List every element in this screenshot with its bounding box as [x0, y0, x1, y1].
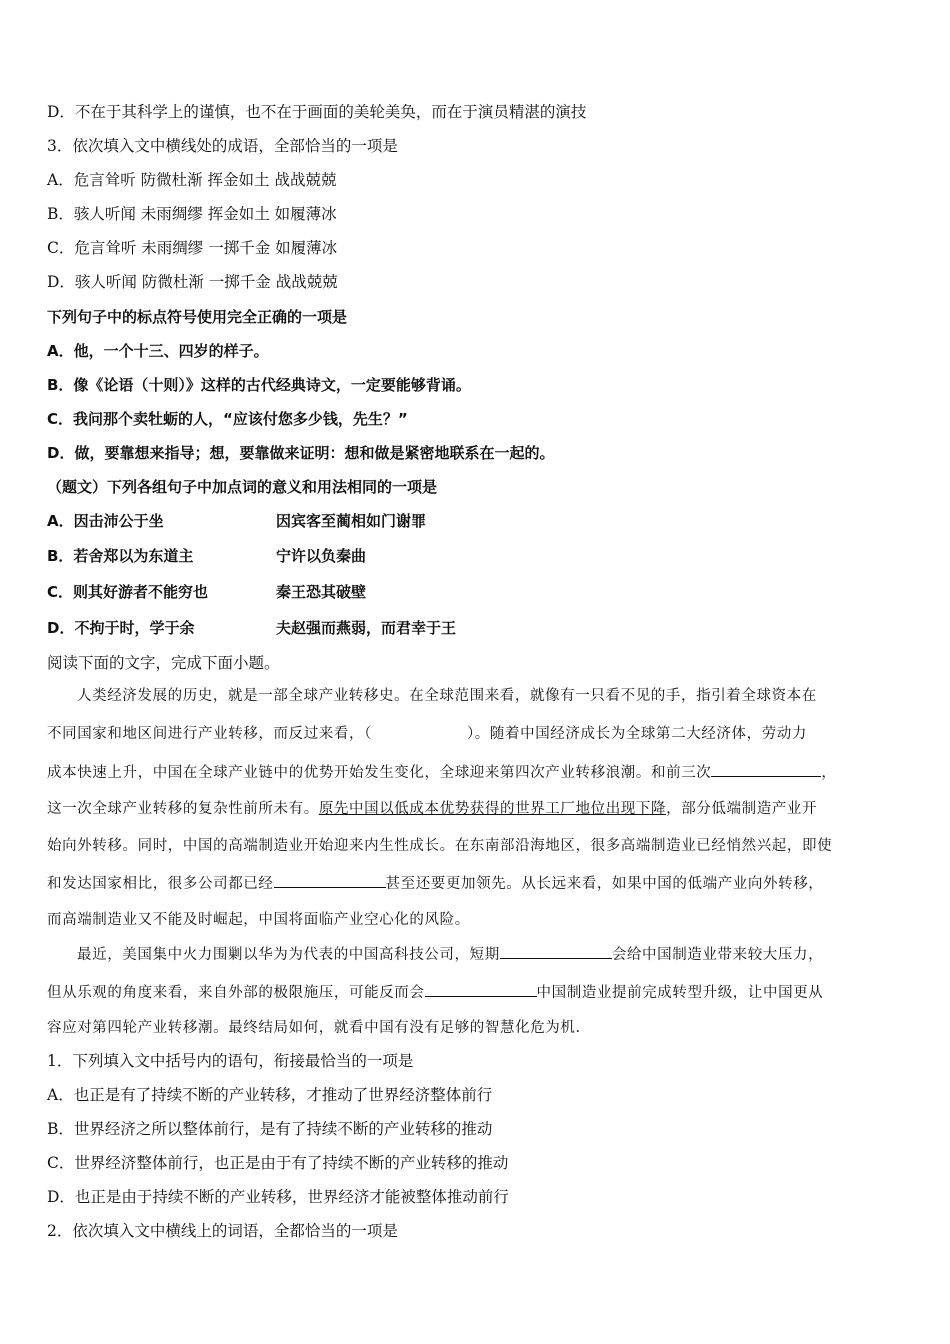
punct-option-b: B．像《论语（十则）》这样的古代经典诗文，一定要能够背诵。 — [47, 376, 471, 394]
passage-p2-line-3: 容应对第四轮产业转移潮。最终结局如何，就看中国有没有足够的智慧化危为机. — [47, 1020, 581, 1036]
passage-p1-line-2: 不同国家和地区间进行产业转移，而反过来看，（ ）。随着中国经济成长为全球第二大经济体，劳动力 — [47, 726, 808, 742]
q3-stem: 3．依次填入文中横线处的成语，全部恰当的一项是 — [47, 137, 398, 155]
fill-blank-4 — [425, 982, 537, 997]
words-row-a-right: 因宾客至蔺相如门谢罪 — [276, 512, 427, 530]
words-row-c-right: 秦王恐其破壁 — [276, 583, 367, 601]
passage-p2-line-1: 最近，美国集中火力围剿以华为为代表的中国高科技公司，短期 会给中国制造业带来较大压力， — [77, 944, 907, 965]
underlined-sentence: 原先中国以低成本优势获得的世界工厂地位出现下降 — [318, 801, 667, 817]
passage-p1-line-3: 成本快速上升，中国在全球产业链中的优势开始发生变化，全球迎来第四次产业转移浪潮。和前三次 ， — [47, 762, 907, 783]
words-row-b-left: B．若舍郑以为东道主 — [47, 547, 194, 565]
q1-option-a: A．也正是有了持续不断的产业转移，才推动了世界经济整体前行 — [47, 1086, 493, 1104]
words-stem: （题文）下列各组句子中加点词的意义和用法相同的一项是 — [47, 478, 438, 496]
words-row-a-left: A．因击沛公于坐 — [47, 512, 164, 530]
q1-option-d: D．也正是由于持续不断的产业转移，世界经济才能被整体推动前行 — [47, 1188, 509, 1206]
reading-intro: 阅读下面的文字，完成下面小题。 — [47, 654, 280, 672]
fill-blank-1 — [711, 762, 821, 777]
words-row-c-left: C．则其好游者不能穷也 — [47, 583, 209, 601]
q2-stem: 2．依次填入文中横线上的词语，全都恰当的一项是 — [47, 1222, 398, 1240]
prev-option-d: D．不在于其科学上的谨慎，也不在于画面的美轮美奂，而在于演员精湛的演技 — [47, 103, 587, 121]
passage-p1-line-7: 而高端制造业又不能及时崛起，中国将面临产业空心化的风险。 — [47, 912, 470, 928]
q3-option-a: A．危言耸听 防微杜渐 挥金如土 战战兢兢 — [47, 171, 337, 189]
q3-option-b: B．骇人听闻 未雨绸缪 挥金如土 如履薄冰 — [47, 205, 337, 223]
passage-p2-line-2: 但从乐观的角度来看，来自外部的极限施压，可能反而会 中国制造业提前完成转型升级，让中国更从 — [47, 982, 907, 1003]
passage-p1-line-1: 人类经济发展的历史，就是一部全球产业转移史。在全球范围来看，就像有一只看不见的手，指引着全球资本在 — [77, 688, 817, 704]
words-row-d-left: D．不拘于时，学于余 — [47, 619, 195, 637]
words-row-b-right: 宁许以负秦曲 — [276, 547, 367, 565]
punct-option-a: A．他，一个十三、四岁的样子。 — [47, 342, 269, 360]
fill-blank-2 — [274, 873, 386, 888]
q1-option-c: C．世界经济整体前行，也正是由于有了持续不断的产业转移的推动 — [47, 1154, 509, 1172]
passage-p1-line-5: 始向外转移。同时，中国的高端制造业开始迎来内生性成长。在东南部沿海地区，很多高端制造业已经悄然兴起，即使 — [47, 838, 833, 854]
q1-stem: 1．下列填入文中括号内的语句，衔接最恰当的一项是 — [47, 1052, 414, 1070]
passage-p1-line-6: 和发达国家相比，很多公司都已经 甚至还要更加领先。从长远来看，如果中国的低端产业向外转移， — [47, 873, 907, 894]
words-row-d-right: 夫赵强而燕弱，而君幸于王 — [276, 619, 457, 637]
passage-p1-line-4: 这一次全球产业转移的复杂性前所未有。原先中国以低成本优势获得的世界工厂地位出现下降，部分低端制造产业开 — [47, 801, 818, 817]
punct-stem: 下列句子中的标点符号使用完全正确的一项是 — [47, 308, 348, 326]
punct-option-d: D．做，要靠想来指导；想，要靠做来证明：想和做是紧密地联系在一起的。 — [47, 444, 555, 462]
punct-option-c: C．我问那个卖牡蛎的人，“应该付您多少钱，先生？” — [47, 410, 408, 428]
q3-option-d: D．骇人听闻 防微杜渐 一掷千金 战战兢兢 — [47, 273, 338, 291]
q1-option-b: B．世界经济之所以整体前行，是有了持续不断的产业转移的推动 — [47, 1120, 493, 1138]
fill-blank-3 — [500, 944, 612, 959]
q3-option-c: C．危言耸听 未雨绸缪 一掷千金 如履薄冰 — [47, 239, 338, 257]
